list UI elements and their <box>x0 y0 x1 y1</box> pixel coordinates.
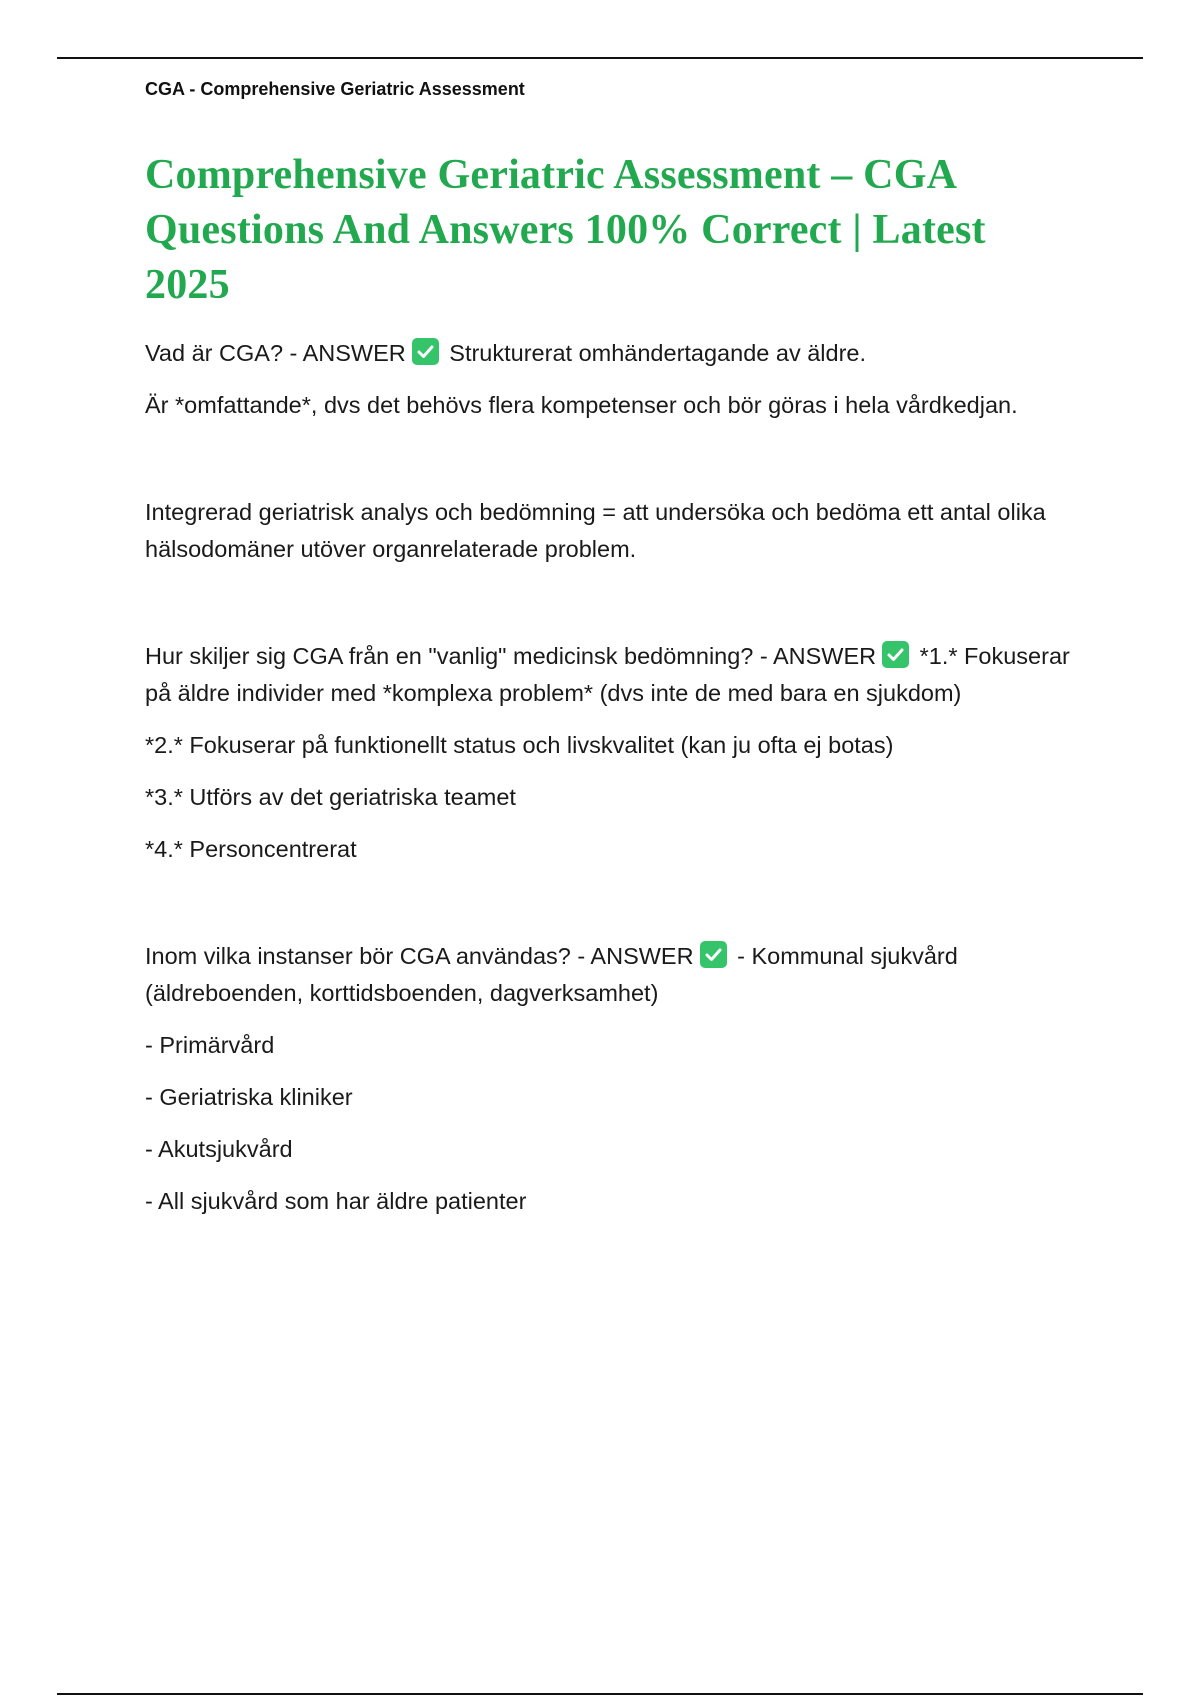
check-mark-icon <box>882 641 909 668</box>
qa-item-3-detail-4: - All sjukvård som har äldre patienter <box>145 1188 527 1214</box>
document-title-line-1: Comprehensive Geriatric Assessment – CGA <box>145 152 958 198</box>
qa-item-2-question <box>145 638 1085 712</box>
qa-item-3-question <box>145 938 1085 1012</box>
qa-item-3-detail-2: - Geriatriska kliniker <box>145 1084 353 1110</box>
answer-text: *1.* Fokuserar på äldre individer med *komplexa problem* (dvs inte de med bara en sjukdom) <box>145 643 1070 706</box>
answer-text: - Kommunal sjukvård (äldreboenden, korttidsboenden, dagverksamhet) <box>145 943 958 1006</box>
qa-item-1-detail-1: Är *omfattande*, dvs det behövs flera kompetenser och bör göras i hela vårdkedjan. <box>145 392 1018 418</box>
qa-item-1-detail-2: Integrerad geriatrisk analys och bedömning = att undersöka och bedöma ett antal olika hälsodomäner utöver organrelaterade problem. <box>145 499 1046 562</box>
document-title-line-2: Questions And Answers 100% Correct | Latest <box>145 207 986 253</box>
document-page <box>145 70 1085 1235</box>
check-mark-icon <box>412 338 439 365</box>
question-text: Hur skiljer sig CGA från en "vanlig" medicinsk bedömning? - ANSWER <box>145 643 877 669</box>
document-title-line-3: 2025 <box>145 262 230 308</box>
qa-item-3-detail-3: - Akutsjukvård <box>145 1136 293 1162</box>
qa-item-2-detail-3: *4.* Personcentrerat <box>145 836 357 862</box>
qa-item-2-detail-2: *3.* Utförs av det geriatriska teamet <box>145 784 516 810</box>
check-mark-icon <box>700 941 727 968</box>
qa-item-3-detail-1: - Primärvård <box>145 1032 275 1058</box>
header-rule <box>57 57 1143 59</box>
qa-item-1-question <box>145 335 1085 372</box>
footer-rule <box>57 1693 1143 1695</box>
qa-item-2-detail-1: *2.* Fokuserar på funktionellt status och livskvalitet (kan ju ofta ej botas) <box>145 732 894 758</box>
running-header: CGA - Comprehensive Geriatric Assessment <box>145 79 525 99</box>
document-title <box>145 148 1085 313</box>
question-text: Vad är CGA? - ANSWER <box>145 340 406 366</box>
question-text: Inom vilka instanser bör CGA användas? - ANSWER <box>145 943 694 969</box>
answer-text: Strukturerat omhändertagande av äldre. <box>442 340 867 366</box>
